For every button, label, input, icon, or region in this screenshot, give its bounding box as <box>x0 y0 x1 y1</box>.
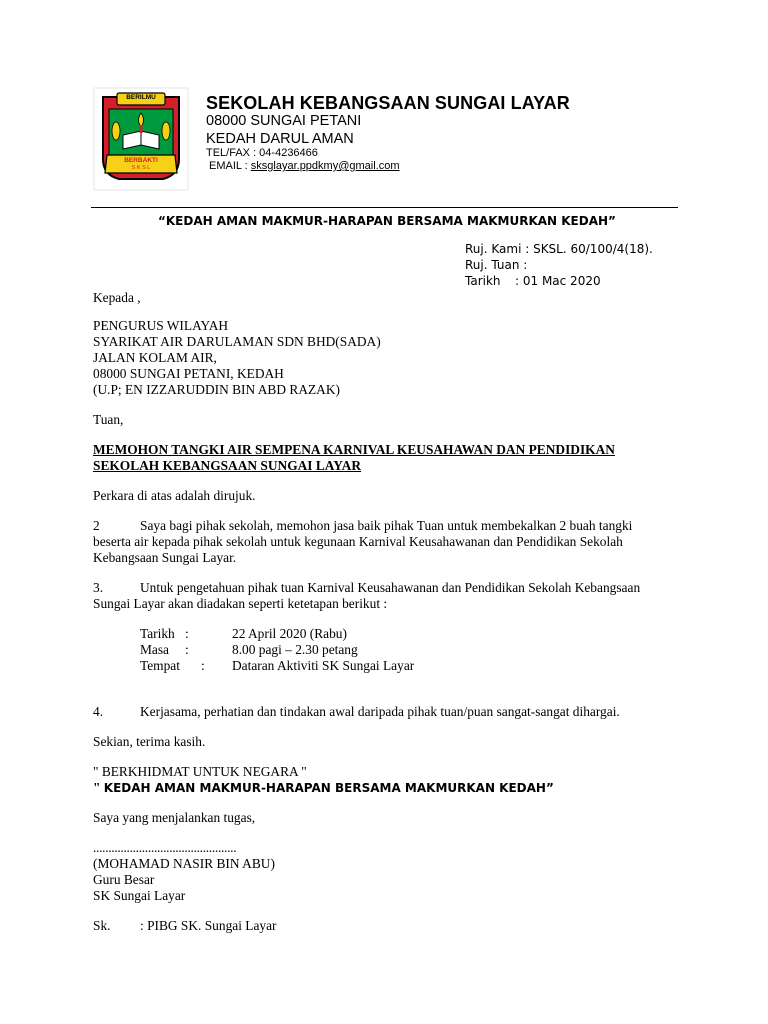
paragraph-2-line2: beserta air kepada pihak sekolah untuk kegunaan Karnival Keusahawanan dan Pendidikan Sekolah <box>93 534 623 549</box>
closing-motto-text: KEDAH AMAN MAKMUR-HARAPAN BERSAMA MAKMURKAN KEDAH” <box>103 781 554 795</box>
school-address-line2: KEDAH DARUL AMAN <box>206 131 354 147</box>
closing-remark: Sekian, terima kasih. <box>93 734 206 749</box>
signatory-position: Guru Besar <box>93 872 155 887</box>
email-label: EMAIL : <box>209 160 251 172</box>
detail-label: Tarikh <box>140 626 175 641</box>
detail-sep: : <box>185 642 189 657</box>
closing-motto-line1: " BERKHIDMAT UNTUK NEGARA " <box>93 764 307 779</box>
signature-intro: Saya yang menjalankan tugas, <box>93 810 256 825</box>
detail-label: Masa <box>140 642 170 657</box>
subject-line1: MEMOHON TANGKI AIR SEMPENA KARNIVAL KEUSAHAWAN DAN PENDIDIKAN <box>93 442 615 457</box>
paragraph-1: Perkara di atas adalah dirujuk. <box>93 488 256 503</box>
cc-value: : PIBG SK. Sungai Layar <box>140 918 277 933</box>
ref-tarikh-label: Tarikh <box>465 274 501 288</box>
recipient-line: (U.P; EN IZZARUDDIN BIN ABD RAZAK) <box>93 382 340 397</box>
detail-value: 8.00 pagi – 2.30 petang <box>232 642 358 657</box>
detail-value: Dataran Aktiviti SK Sungai Layar <box>232 658 415 673</box>
ref-ruj-tuan: Ruj. Tuan : <box>465 258 528 272</box>
school-telfax: TEL/FAX : 04-4236466 <box>206 147 318 159</box>
recipient-line: PENGURUS WILAYAH <box>93 318 229 333</box>
logo-top-text: BERILMU <box>126 94 156 101</box>
kepada: Kepada , <box>93 290 141 305</box>
signatory-name: (MOHAMAD NASIR BIN ABU) <box>93 856 275 871</box>
detail-value: 22 April 2020 (Rabu) <box>232 626 347 641</box>
logo-bottom-text: BERBAKTI <box>124 157 158 164</box>
detail-sep: : <box>201 658 205 673</box>
signature-dots: ............................................... <box>93 840 237 855</box>
ref-tarikh-value: : 01 Mac 2020 <box>515 274 601 288</box>
recipient-line: 08000 SUNGAI PETANI, KEDAH <box>93 366 284 381</box>
recipient-line: SYARIKAT AIR DARULAMAN SDN BHD(SADA) <box>93 334 381 349</box>
closing-motto-line2 <box>93 779 554 797</box>
logo-bottom-subtext: S K S L <box>131 165 151 171</box>
paragraph-2-line3: Kebangsaan Sungai Layar. <box>93 550 237 565</box>
signatory-school: SK Sungai Layar <box>93 888 186 903</box>
paragraph-3-line2: Sungai Layar akan diadakan seperti ketetapan berikut : <box>93 596 388 611</box>
salutation: Tuan, <box>93 412 124 427</box>
detail-label: Tempat <box>140 658 180 673</box>
paragraph-2-number: 2 <box>93 518 100 533</box>
paragraph-3-number: 3. <box>93 580 104 595</box>
school-crest-icon <box>93 87 189 191</box>
paragraph-3-line1: Untuk pengetahuan pihak tuan Karnival Keusahawanan dan Pendidikan Sekolah Kebangsaan <box>140 580 641 595</box>
closing-motto-open-quote: " <box>93 780 104 795</box>
detail-sep: : <box>185 626 189 641</box>
subject-line2: SEKOLAH KEBANGSAAN SUNGAI LAYAR <box>93 458 362 473</box>
recipient-line: JALAN KOLAM AIR, <box>93 350 217 365</box>
cc-label: Sk. <box>93 918 111 933</box>
ref-ruj-kami: Ruj. Kami : SKSL. 60/100/4(18). <box>465 242 653 256</box>
school-name: SEKOLAH KEBANGSAAN SUNGAI LAYAR <box>206 93 570 113</box>
paragraph-2-line1: Saya bagi pihak sekolah, memohon jasa baik pihak Tuan untuk membekalkan 2 buah tangki <box>140 518 633 533</box>
motto-heading: “KEDAH AMAN MAKMUR-HARAPAN BERSAMA MAKMURKAN KEDAH” <box>158 214 616 228</box>
paragraph-4-number: 4. <box>93 704 104 719</box>
school-email-row <box>209 160 400 172</box>
header-divider <box>91 207 678 208</box>
email-link[interactable]: sksglayar.ppdkmy@gmail.com <box>250 160 400 172</box>
school-logo <box>93 87 189 191</box>
paragraph-4-text: Kerjasama, perhatian dan tindakan awal daripada pihak tuan/puan sangat-sangat dihargai. <box>140 704 620 719</box>
school-address-line1: 08000 SUNGAI PETANI <box>206 113 362 129</box>
